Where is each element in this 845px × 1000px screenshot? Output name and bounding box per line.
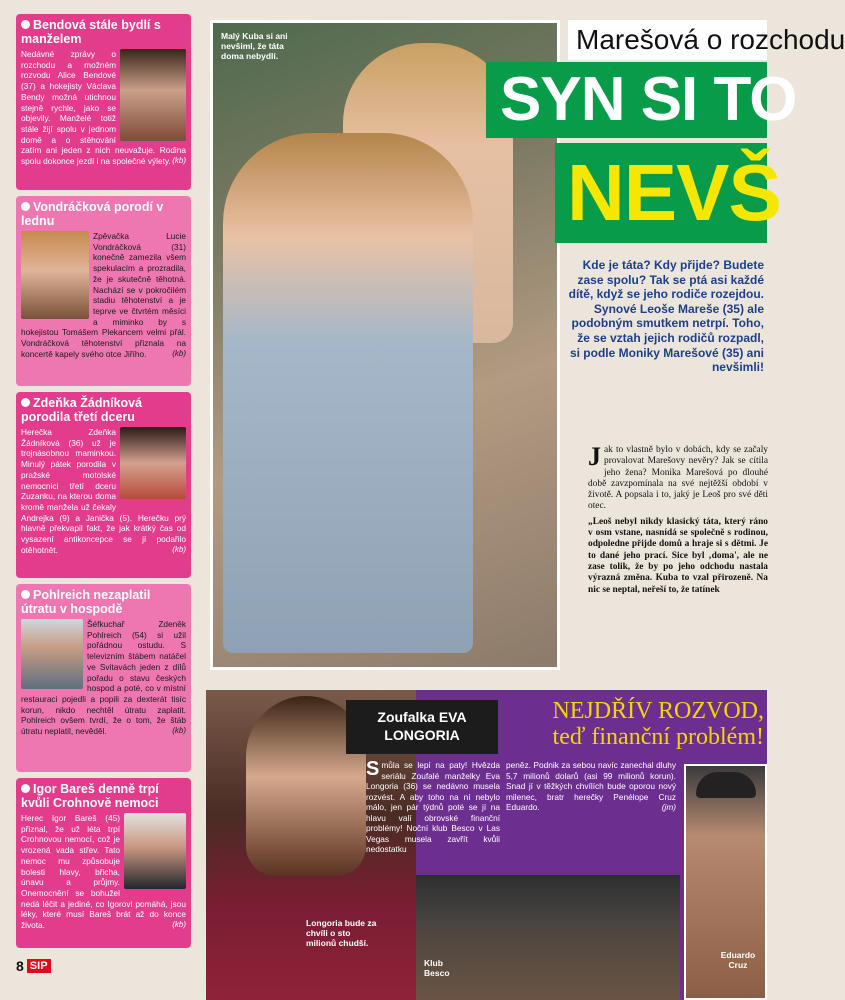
news-box-pohlreich xyxy=(16,584,191,772)
news-box-vondrackova xyxy=(16,196,191,386)
news-headline: Vondráčková porodí v lednu xyxy=(21,200,164,228)
photo-lucie-vondrackova xyxy=(21,231,89,319)
photo-zdenek-pohlreich xyxy=(21,619,83,689)
bullet-icon xyxy=(21,590,30,599)
article-lead: Kde je táta? Kdy přijde? Budete zase spolu? Tak se ptá asi každé dítě, když se jeho rodiče rozejdou. Synové Leoše Mareše (35) ale podobným smutkem netrpí. Toho, že se vztah jejich rodičů rozpadl, si podle Moniky Marešové (35) ani nevšimli! xyxy=(568,258,764,375)
story-column-2: peněz. Podnik za sebou navíc zanechal dluhy 5,7 milionů dolarů (asi 99 milionů korun). Snad jí v těžkých chvílích bude oporou nový milenec, bratr herečky Penélope Cruz Eduardo. (jm) xyxy=(506,760,676,812)
story-tag: Zoufalka EVA LONGORIA xyxy=(346,700,498,754)
news-headline: Igor Bareš denně trpí kvůli Crohnově nemoci xyxy=(21,782,159,810)
longoria-story xyxy=(206,690,767,1000)
news-box-bendova xyxy=(16,14,191,190)
story-column-1: Smůla se lepí na paty! Hvězda seriálu Zoufalé manželky Eva Longoria (36) se nedávno musela rozvést. A aby toho na ní nebylo málo, jen pár týdnů poté se jí na hlavu valí obrovské finanční problémy! Noční klub Besco v Las Vegas musela zavřít kvůli nedostatku xyxy=(366,758,500,854)
photo-zdenka-zadnikova xyxy=(120,427,186,499)
bullet-icon xyxy=(21,20,30,29)
magazine-logo: SIP xyxy=(27,959,51,973)
news-body: Herečka Zdeňka Žádníková (36) už je trojnásobnou maminkou. Minulý pátek porodila v pražské motolské nemocnici třetí dceru Zuzanku, na kterou doma kromě manžela už čekaly Andrejka (9) a Janička (5). Herečku prý hlavně překvapil fakt, že jak krátký čas od vysazení antikoncepce se jí podařilo otěhotnět. (kb) xyxy=(21,427,186,555)
news-body: Nedávné zprávy o rozchodu a možném rozvodu Alice Bendové (37) a hokejisty Václava Bendy možná utichnou stejně rychle, jako se objevily. Manželé totiž stále žijí spolu v jednom domě a o stěhování zatím ani jeden z nich neuvažuje. Rodina spolu dokonce jezdí i na společné výlety. (kb) xyxy=(21,49,186,167)
photo-club-besco xyxy=(416,875,680,1000)
bandana-icon xyxy=(696,772,756,798)
photo-alice-bendova xyxy=(120,49,186,141)
author-signature: (kb) xyxy=(172,920,186,930)
news-headline: Pohlreich nezaplatil útratu v hospodě xyxy=(21,588,151,616)
bullet-icon xyxy=(21,202,30,211)
author-signature: (kb) xyxy=(172,726,186,736)
news-body: Herec Igor Bareš (45) přiznal, že už léta trpí Crohnovou nemocí, což je vrozená vada střev. Tato nemoc mu způsobuje bolesti hlavy, břicha, únavu a průjmy. Onemocnění se bohužel nedá léčit a jediné, co Igorovi pomáhá, jsou léky, které musí Bareš brát až do konce života. (kb) xyxy=(21,813,186,931)
news-headline: Zdeňka Žádníková porodila třetí dceru xyxy=(21,396,143,424)
news-box-bares xyxy=(16,778,191,948)
news-body: Šéfkuchař Zdeněk Pohlreich (54) si užil pořádnou ostudu. S televizním štábem natáčel ve Svitavách jeden z dílů pořadu o stavu českých hospod a poté, co v místní restauraci pojedli a popili za dexterát tisíc korun, nikdo nechtěl útratu zaplatit. Pohlreich ovšem tvrdí, že o tom, že štáb útratu neplatil, nevěděl. (kb) xyxy=(21,619,186,737)
article-subtitle: Marešová o rozchodu xyxy=(568,20,767,60)
bullet-icon xyxy=(21,784,30,793)
caption-club: Klub Besco xyxy=(424,958,450,978)
page-number: 8 xyxy=(16,958,24,974)
page-footer xyxy=(16,958,51,974)
author-signature: (kb) xyxy=(172,544,186,554)
drop-cap: J xyxy=(588,442,601,471)
article-body: J ak to vlastně bylo v dobách, kdy se začaly provalovat Marešovy nevěry? Jak se cítila jeho žena? Monika Marešová po dlouhé době zavzpomínala na své nejtěžší období v životě. A popsala i to, jaký je Leoš pro své děti otec. „Leoš nebyl nikdy klasický táta, který ráno v osm vstane, nasnídá se společně s rodinou, odpoledne přijde domů a hraje si s dětmi. Je to dané jeho prací. Sice byl ‚doma', ale ne zase tolik, že by po jeho odchodu nastala výrazná změna. Kuba to vzal přirozeně. Na nic se neptal, neřeší to, že tatínek xyxy=(588,442,768,595)
story-headline: NEJDŘÍV ROZVOD, teď finanční problém! xyxy=(552,698,764,750)
article-quote: „Leoš nebyl nikdy klasický táta, který ráno v osm vstane, nasnídá se společně s rodinou, odpoledne přijde domů a hraje si s dětmi. Je to dané jeho prací. Sice byl ‚doma', ale ne zase tolik, že by po jeho odchodu nastala výrazná změna. Kuba to vzal přirozeně. Na nic se neptal, neřeší to, že tatínek xyxy=(588,516,768,595)
news-headline: Bendová stále bydlí s manželem xyxy=(21,18,161,46)
caption-longoria: Longoria bude za chvíli o sto milionů chudší. xyxy=(306,918,377,948)
news-body: Zpěvačka Lucie Vondráčková (31) konečně zamezila všem spekulacím a prozradila, že je skutečně těhotná. Nachází se v pokročilém stadiu těhotenství a je teprve ve čtvrtém měsíci a miminko by s hokejistou Tomášem Plekancem velmi přál. Vondráčková těhotenství přiznala na koncertě kapely svého otce Jiřího. (kb) xyxy=(21,231,186,359)
headline-line-2: NEVŠ xyxy=(555,143,767,243)
caption-eduardo: Eduardo Cruz xyxy=(720,950,756,970)
drop-cap: S xyxy=(366,758,380,780)
photo-igor-bares xyxy=(124,813,186,889)
author-signature: (kb) xyxy=(172,348,186,358)
author-signature: (kb) xyxy=(172,156,186,166)
bullet-icon xyxy=(21,398,30,407)
author-signature: (jm) xyxy=(661,802,676,812)
photo-figure-child xyxy=(223,133,473,653)
photo-caption: Malý Kuba si ani nevšiml, že táta doma nebydlí. xyxy=(221,31,288,61)
headline-line-1: SYN SI TO xyxy=(486,62,767,138)
news-box-zadnikova xyxy=(16,392,191,578)
